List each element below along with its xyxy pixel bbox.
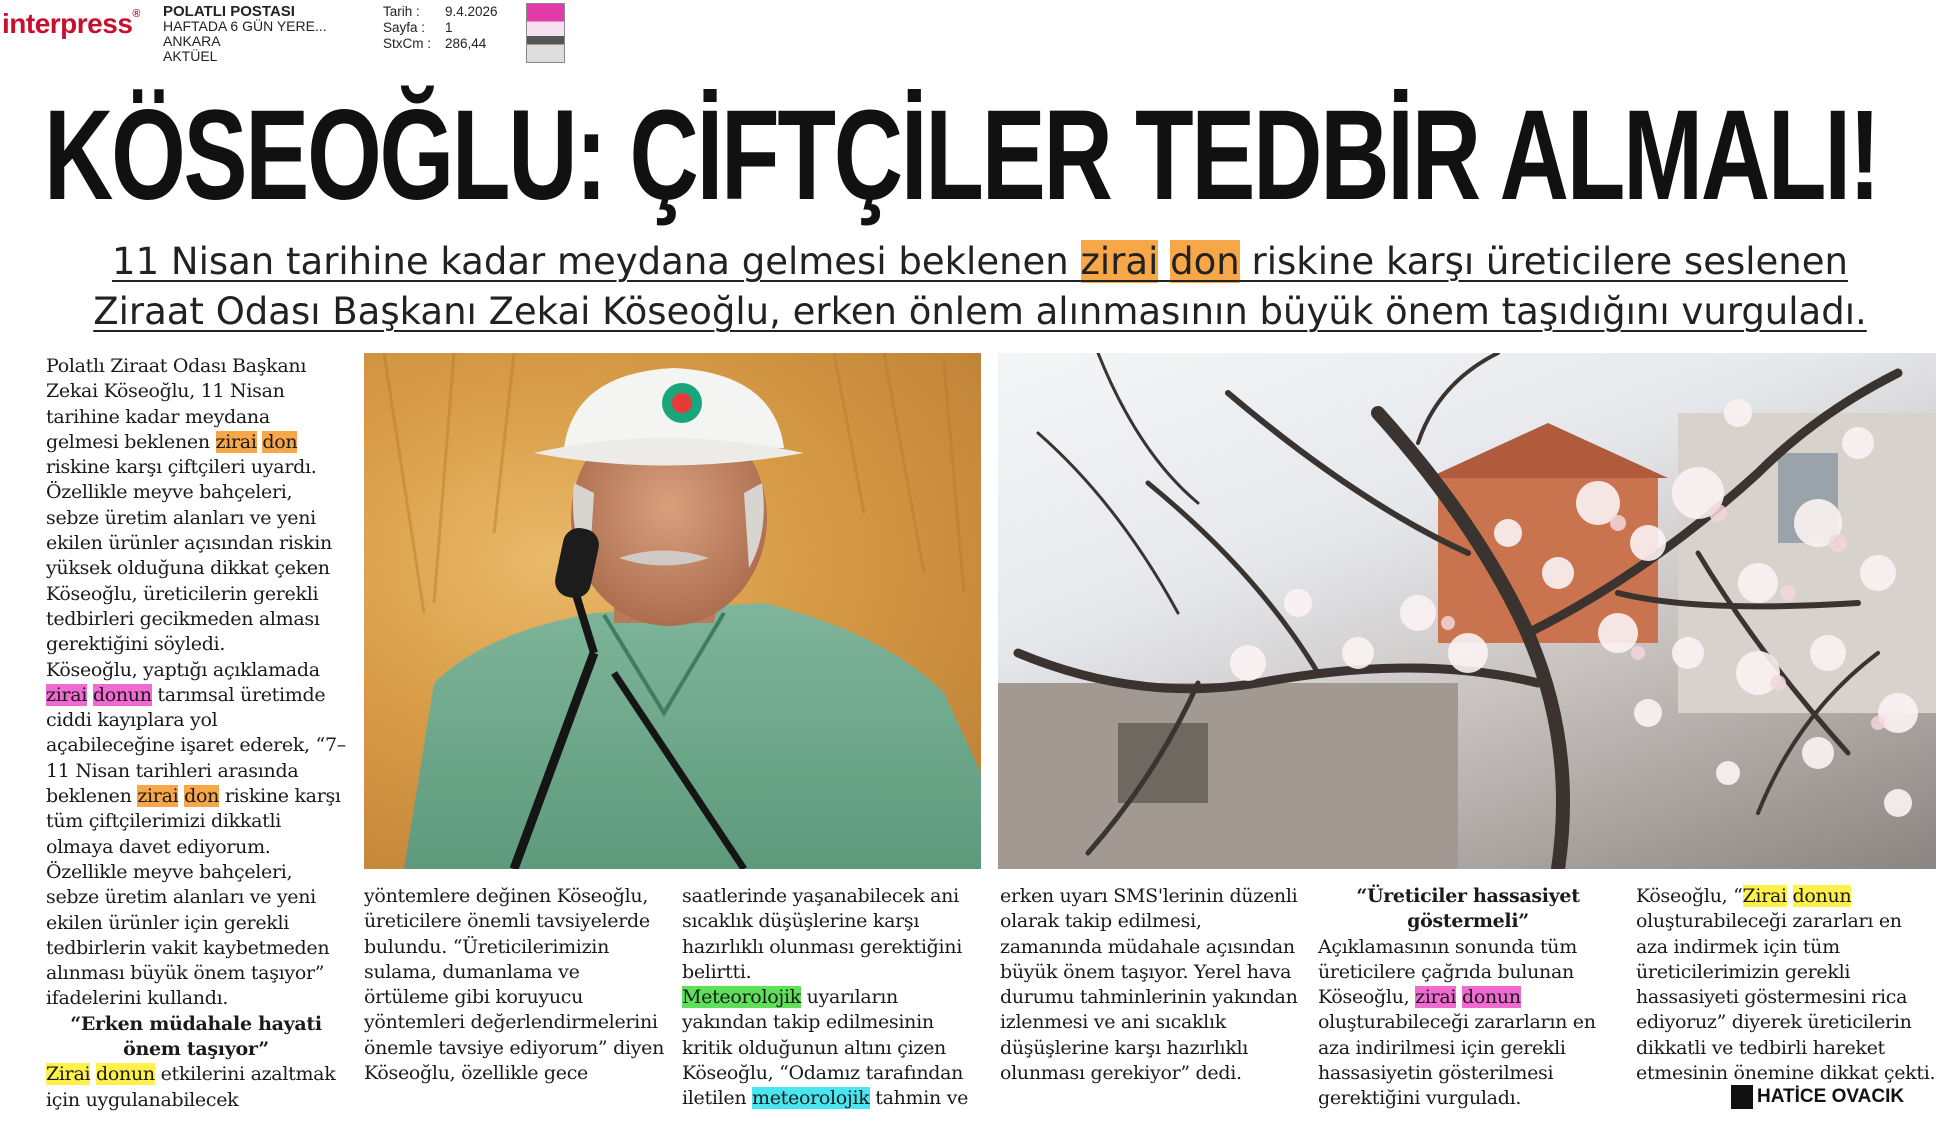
- byline-marker: [1731, 1085, 1753, 1109]
- section-subhead: “Üreticiler hassasiyet göstermeli”: [1356, 885, 1580, 933]
- headline: KÖSEOĞLU: ÇİFTÇİLER TEDBİR ALMALI!: [44, 84, 1879, 227]
- highlight-term: zirai: [1415, 986, 1457, 1009]
- article-column-3: [682, 884, 987, 1112]
- paragraph: Polatlı Ziraat Odası Başkanı Zekai Köseoğlu, 11 Nisan tarihine kadar meydana gelmesi beklenen zirai don riskine karşı çiftçileri uyardı. Özellikle meyve bahçeleri, sebze üretim alanları ve yeni ekilen ürünler açısından riskin yüksek olduğuna dikkat çeken Köseoğlu, üreticilerin gerekli tedbirleri gecikmeden alması gerektiğini söyledi.: [46, 355, 332, 656]
- highlight-term: don: [262, 430, 298, 453]
- highlight-term: meteorolojik: [752, 1087, 870, 1110]
- highlight-term: don: [184, 785, 220, 808]
- clip-stats: [383, 4, 498, 52]
- publication-info: [163, 4, 327, 64]
- highlight-term: zirai: [46, 683, 88, 706]
- highlight-term: donun: [96, 1063, 155, 1086]
- publication-frequency: HAFTADA 6 GÜN YERE...: [163, 18, 327, 34]
- paragraph: Açıklamasının sonunda tüm üreticilere çağrıda bulunan Köseoğlu, zirai donun oluşturabileceği zararların en aza indirilmesi için gerekli hassasiyetin gösterilmesi gerektiğini vurguladı.: [1318, 935, 1596, 1110]
- article-column-4: [1000, 884, 1305, 1086]
- highlight-term: donun: [92, 683, 152, 706]
- article-column-1: [46, 354, 346, 1113]
- author-byline: [1731, 1084, 1904, 1110]
- page-label: Sayfa :: [383, 20, 426, 35]
- subheadline-line-1: 11 Nisan tarihine kadar meydana gelmesi beklenen zirai don riskine karşı üreticilere seslenen: [112, 240, 1848, 283]
- article-column-6: [1636, 884, 1936, 1086]
- highlight-term: donun: [1792, 885, 1852, 907]
- section-subhead: “Erken müdahale hayati önem taşıyor”: [70, 1012, 322, 1061]
- highlight-term: zirai: [215, 430, 257, 453]
- page-value: 1: [445, 20, 453, 35]
- highlight-term: Meteorolojik: [682, 986, 801, 1009]
- date-value: 9.4.2026: [445, 4, 498, 19]
- publication-city: ANKARA: [163, 33, 221, 49]
- paragraph: saatlerinde yaşanabilecek ani sıcaklık düşüşlerine karşı hazırlıklı olunması gerektiğini belirtti. Meteorolojik uyarıların yakından takip edilmesinin kritik olduğunun altını çizen Köseoğlu, “Odamız tarafından iletilen meteorolojik tahmin ve: [682, 885, 969, 1110]
- interpress-logo: interpress®: [2, 8, 141, 39]
- subheadline-line-2: Ziraat Odası Başkanı Zekai Köseoğlu, erken önlem alınmasının büyük önem taşıdığını vurguladı.: [93, 290, 1867, 333]
- photo-zekai-koseoglu: [364, 353, 981, 869]
- paragraph: yöntemlere değinen Köseoğlu, üreticilere önemli tavsiyelerde bulundu. “Üreticilerimizin sulama, dumanlama ve örtüleme gibi koruyucu yöntemleri değerlendirmelerini önemle tavsiye ediyorum” diyen Köseoğlu, özellikle gece: [364, 885, 665, 1085]
- stxcm-value: 286,44: [445, 36, 487, 51]
- highlight-term: donun: [1461, 986, 1521, 1009]
- author-name: HATİCE OVACIK: [1757, 1086, 1905, 1107]
- highlight-term: Zirai: [1742, 885, 1787, 907]
- publication-section: AKTÜEL: [163, 48, 218, 64]
- paragraph: Köseoğlu, yaptığı açıklamada zirai donun tarımsal üretimde ciddi kayıplara yol açabileceğine işaret ederek, “7–11 Nisan tarihleri arasında beklenen zirai don riskine karşı tüm çiftçilerimizi dikkatli olmaya davet ediyorum. Özellikle meyve bahçeleri, sebze üretim alanları ve yeni ekilen ürünler için gerekli tedbirlerin vakit kaybetmeden alınması büyük önem taşıyor” ifadelerini kullandı.: [46, 658, 346, 1010]
- highlight-term: Zirai: [46, 1063, 91, 1086]
- paragraph: erken uyarı SMS'lerinin düzenli olarak takip edilmesi, zamanında müdahale açısından büyük önem taşıyor. Yerel hava durumu tahminlerinin yakından izlenmesi ve ani sıcaklık düşüşlerine karşı hazırlıklı olunması gerekiyor” dedi.: [1000, 885, 1298, 1085]
- photo-blossom-tree: [998, 353, 1936, 869]
- article-column-5: [1318, 884, 1618, 1112]
- highlight-term: zirai: [1080, 240, 1159, 283]
- highlight-term: zirai: [137, 785, 179, 808]
- page-thumbnail[interactable]: [526, 3, 565, 63]
- stxcm-label: StxCm :: [383, 36, 432, 51]
- date-label: Tarih :: [383, 4, 420, 19]
- article-column-2: [364, 884, 669, 1086]
- publication-name: POLATLI POSTASI: [163, 3, 295, 20]
- portrait-illustration: [364, 353, 981, 869]
- highlight-term: don: [1170, 240, 1240, 283]
- paragraph: Zirai donun etkilerini azaltmak için uygulanabilecek: [46, 1063, 336, 1111]
- blossom-illustration: [998, 353, 1936, 869]
- paragraph: Köseoğlu, “Zirai donun oluşturabileceği zararları en aza indirmek için tüm üreticilerimizin gerekli hassasiyeti göstermesini rica ediyoruz” diyerek üreticilerin dikkatli ve tedbirli hareket etmesinin önemine dikkat çekti.: [1636, 885, 1936, 1085]
